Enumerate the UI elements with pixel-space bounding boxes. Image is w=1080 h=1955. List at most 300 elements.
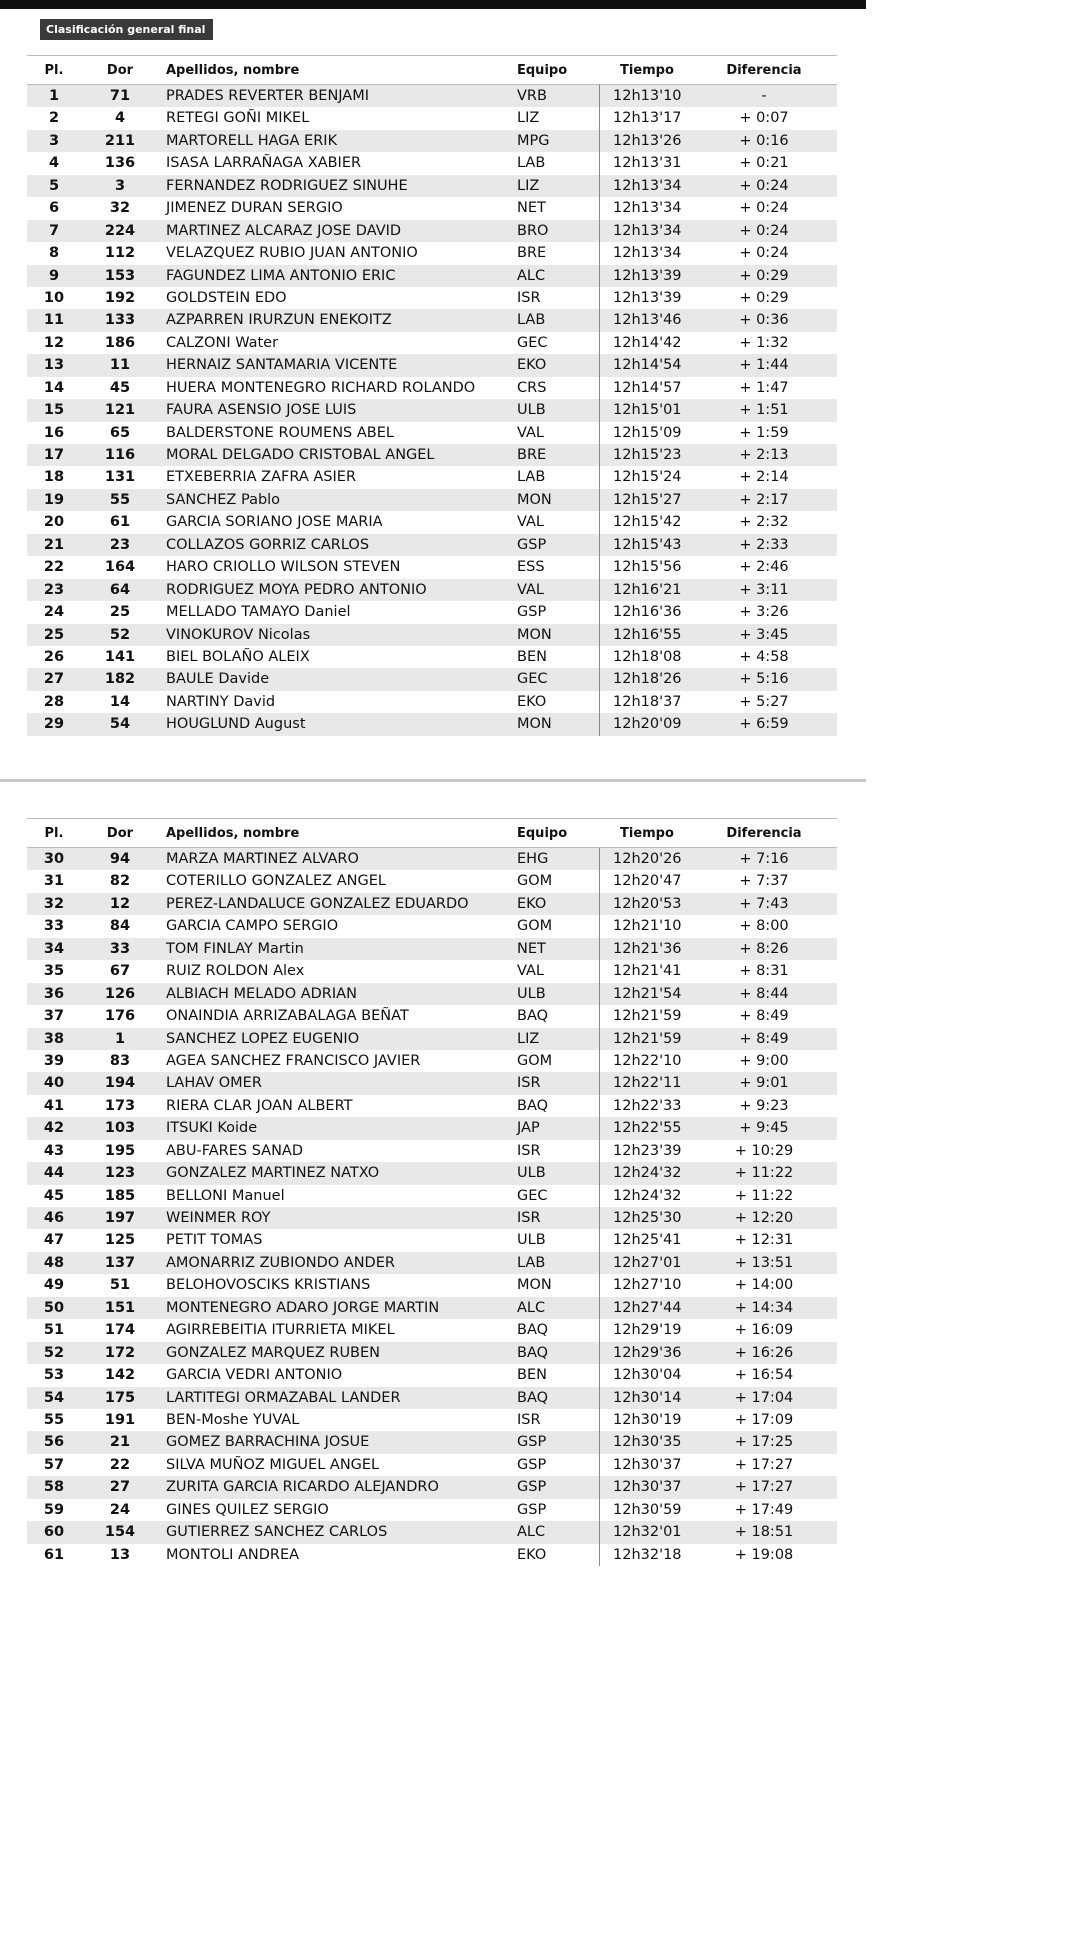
table-row: [27, 354, 837, 376]
cell-name: VINOKUROV Nicolas: [166, 626, 311, 643]
cell-team: VAL: [517, 963, 544, 980]
cell-name: RUIZ ROLDON Alex: [166, 963, 305, 980]
cell-bib: 11: [109, 357, 131, 374]
cell-team: BRO: [517, 222, 549, 239]
cell-position: 28: [43, 693, 65, 710]
cell-name: RIERA CLAR JOAN ALBERT: [166, 1097, 353, 1114]
cell-team: BEN: [517, 1367, 547, 1384]
cell-difference: + 1:51: [739, 402, 789, 419]
cell-team: GSP: [517, 536, 547, 553]
table-row: [27, 713, 837, 735]
table-row: [27, 1454, 837, 1476]
cell-time: 12h14'54: [613, 357, 682, 374]
cell-time: 12h14'42: [613, 334, 682, 351]
cell-bib: 153: [104, 267, 136, 284]
table-row: [27, 624, 837, 646]
cell-position: 36: [43, 985, 65, 1002]
time-column-divider: [599, 1274, 600, 1296]
cell-difference: + 11:22: [734, 1187, 794, 1204]
cell-name: SILVA MUÑOZ MIGUEL ANGEL: [166, 1456, 380, 1473]
cell-time: 12h13'10: [613, 88, 682, 104]
table-row: [27, 377, 837, 399]
cell-name: SANCHEZ Pablo: [166, 491, 281, 508]
cell-position: 48: [43, 1254, 65, 1271]
cell-position: 15: [43, 402, 65, 419]
cell-position: 29: [43, 716, 65, 733]
cell-position: 47: [43, 1232, 65, 1249]
cell-time: 12h15'09: [613, 424, 682, 441]
cell-team: ISR: [517, 1411, 541, 1428]
cell-name: GARCIA CAMPO SERGIO: [166, 918, 339, 935]
cell-team: GEC: [517, 1187, 548, 1204]
cell-difference: + 0:16: [739, 132, 789, 149]
cell-position: 4: [48, 155, 60, 172]
cell-name: BELLONI Manuel: [166, 1187, 285, 1204]
table-row: [27, 130, 837, 152]
time-column-divider: [599, 220, 600, 242]
cell-team: LAB: [517, 312, 546, 329]
cell-position: 32: [43, 895, 65, 912]
cell-difference: + 11:22: [734, 1165, 794, 1182]
cell-team: BEN: [517, 648, 547, 665]
cell-bib: 84: [109, 918, 131, 935]
cell-position: 55: [43, 1411, 65, 1428]
time-column-divider: [599, 1476, 600, 1498]
cell-team: VAL: [517, 581, 544, 598]
cell-bib: 172: [104, 1344, 136, 1361]
time-column-divider: [599, 1431, 600, 1453]
cell-position: 24: [43, 604, 65, 621]
cell-team: ISR: [517, 1142, 541, 1159]
cell-difference: + 0:21: [739, 155, 789, 172]
cell-name: LARTITEGI ORMAZABAL LANDER: [166, 1389, 401, 1406]
table-row: [27, 1028, 837, 1050]
cell-bib: 64: [109, 581, 131, 598]
cell-name: BEN-Moshe YUVAL: [166, 1411, 300, 1428]
cell-difference: + 0:24: [739, 245, 789, 262]
table-row: [27, 1364, 837, 1386]
cell-time: 12h16'55: [613, 626, 682, 643]
cell-time: 12h22'55: [613, 1120, 682, 1137]
col-dor-header: Dor: [106, 63, 134, 78]
time-column-divider: [599, 870, 600, 892]
cell-bib: 116: [104, 447, 136, 463]
cell-name: GOLDSTEIN EDO: [166, 289, 287, 306]
cell-bib: 24: [109, 1501, 131, 1518]
time-column-divider: [599, 1028, 600, 1050]
cell-name: ZURITA GARCIA RICARDO ALEJANDRO: [166, 1479, 439, 1496]
cell-time: 12h13'46: [613, 312, 682, 329]
cell-difference: + 9:00: [739, 1052, 789, 1069]
cell-team: BRE: [517, 245, 547, 262]
cell-name: ONAINDIA ARRIZABALAGA BEÑAT: [166, 1008, 409, 1025]
cell-difference: + 17:27: [734, 1456, 794, 1473]
time-column-divider: [599, 691, 600, 713]
cell-difference: + 3:11: [739, 581, 789, 598]
cell-name: ISASA LARRAÑAGA XABIER: [166, 155, 362, 172]
cell-difference: + 8:26: [739, 940, 789, 957]
col-team-header: Equipo: [517, 63, 568, 78]
col-name-header: Apellidos, nombre: [166, 63, 300, 78]
time-column-divider: [599, 309, 600, 331]
cell-time: 12h13'39: [613, 267, 682, 284]
table-row: [27, 1117, 837, 1139]
time-column-divider: [599, 130, 600, 152]
cell-bib: 23: [109, 536, 131, 553]
cell-time: 12h16'21: [613, 581, 682, 598]
cell-bib: 22: [109, 1456, 131, 1473]
table-row: [27, 1185, 837, 1207]
cell-position: 45: [43, 1187, 65, 1204]
cell-bib: 175: [104, 1389, 136, 1406]
cell-team: GSP: [517, 1456, 547, 1473]
cell-team: EKO: [517, 895, 547, 912]
cell-position: 18: [43, 469, 65, 486]
cell-difference: + 7:16: [739, 851, 789, 867]
cell-bib: 21: [109, 1434, 131, 1451]
cell-name: COLLAZOS GORRIZ CARLOS: [166, 536, 370, 553]
cell-team: GOM: [517, 873, 553, 890]
cell-position: 44: [43, 1165, 65, 1182]
cell-difference: + 2:17: [739, 491, 789, 508]
cell-team: CRS: [517, 379, 547, 396]
section-divider: [0, 779, 866, 782]
table-row: [27, 85, 837, 107]
cell-difference: + 5:16: [739, 671, 789, 688]
cell-bib: 123: [104, 1165, 136, 1182]
table-row: [27, 399, 837, 421]
page-title: Clasificación general final: [40, 19, 213, 40]
cell-team: LAB: [517, 1254, 546, 1271]
time-column-divider: [599, 1387, 600, 1409]
time-column-divider: [599, 1454, 600, 1476]
cell-name: GOMEZ BARRACHINA JOSUE: [166, 1434, 370, 1451]
table-row: [27, 915, 837, 937]
table-row: [27, 107, 837, 129]
cell-bib: 185: [104, 1187, 136, 1204]
cell-difference: + 17:09: [734, 1411, 794, 1428]
cell-position: 3: [48, 132, 60, 149]
cell-position: 33: [43, 918, 65, 935]
cell-time: 12h29'19: [613, 1322, 682, 1339]
cell-time: 12h15'43: [613, 536, 682, 553]
table-row: [27, 1274, 837, 1296]
cell-team: GSP: [517, 1434, 547, 1451]
table-row: [27, 893, 837, 915]
time-column-divider: [599, 377, 600, 399]
cell-team: MON: [517, 1277, 552, 1294]
time-column-divider: [599, 399, 600, 421]
cell-team: LIZ: [517, 110, 540, 127]
cell-difference: + 14:34: [734, 1299, 794, 1316]
cell-bib: 13: [109, 1546, 131, 1563]
cell-position: 19: [43, 491, 65, 508]
table-row: [27, 983, 837, 1005]
cell-name: MARZA MARTINEZ ALVARO: [166, 851, 359, 867]
cell-time: 12h13'34: [613, 222, 682, 239]
time-column-divider: [599, 624, 600, 646]
col-dor-header: Dor: [106, 826, 134, 841]
cell-position: 1: [48, 88, 60, 104]
table-row: [27, 1476, 837, 1498]
cell-difference: + 3:26: [739, 604, 789, 621]
cell-position: 41: [43, 1097, 65, 1114]
table-row: [27, 668, 837, 690]
cell-name: AZPARREN IRURZUN ENEKOITZ: [166, 312, 392, 329]
cell-bib: 65: [109, 424, 131, 441]
cell-team: GSP: [517, 1479, 547, 1496]
cell-name: FAURA ASENSIO JOSE LUIS: [166, 402, 357, 419]
cell-time: 12h15'42: [613, 514, 682, 531]
cell-name: GONZALEZ MARQUEZ RUBEN: [166, 1344, 381, 1361]
cell-name: AMONARRIZ ZUBIONDO ANDER: [166, 1254, 395, 1271]
cell-difference: + 1:47: [739, 379, 789, 396]
cell-name: BELOHOVOSCIKS KRISTIANS: [166, 1277, 371, 1294]
cell-name: WEINMER ROY: [166, 1210, 271, 1226]
cell-time: 12h20'09: [613, 716, 682, 733]
cell-bib: 27: [109, 1479, 131, 1496]
cell-position: 12: [43, 334, 65, 351]
cell-bib: 211: [104, 132, 136, 149]
cell-team: NET: [517, 200, 546, 217]
cell-position: 57: [43, 1456, 65, 1473]
cell-difference: + 19:08: [734, 1546, 794, 1563]
cell-difference: + 16:54: [734, 1367, 794, 1384]
cell-position: 22: [43, 559, 65, 576]
cell-position: 31: [43, 873, 65, 890]
cell-bib: 94: [109, 851, 131, 867]
cell-team: BAQ: [517, 1322, 549, 1339]
col-pos-header: Pl.: [44, 826, 64, 841]
cell-time: 12h15'01: [613, 402, 682, 419]
cell-team: ALC: [517, 1524, 546, 1541]
col-pos-header: Pl.: [44, 63, 64, 78]
cell-bib: 136: [104, 155, 136, 172]
cell-difference: + 12:31: [734, 1232, 794, 1249]
cell-bib: 25: [109, 604, 131, 621]
cell-name: RETEGI GOÑI MIKEL: [166, 110, 310, 127]
cell-bib: 141: [104, 648, 136, 665]
cell-name: LAHAV OMER: [166, 1075, 262, 1092]
time-column-divider: [599, 197, 600, 219]
cell-time: 12h21'10: [613, 918, 682, 935]
time-column-divider: [599, 713, 600, 735]
time-column-divider: [599, 1050, 600, 1072]
cell-team: ULB: [517, 1232, 546, 1249]
time-column-divider: [599, 983, 600, 1005]
time-column-divider: [599, 1140, 600, 1162]
time-column-divider: [599, 579, 600, 601]
table-row: [27, 197, 837, 219]
time-column-divider: [599, 466, 600, 488]
cell-bib: 12: [109, 895, 131, 912]
cell-time: 12h22'33: [613, 1097, 682, 1114]
cell-name: GUTIERREZ SANCHEZ CARLOS: [166, 1524, 388, 1541]
cell-position: 42: [43, 1120, 65, 1137]
cell-time: 12h30'37: [613, 1456, 682, 1473]
cell-position: 11: [43, 312, 65, 329]
cell-bib: 4: [114, 110, 126, 127]
cell-time: 12h20'26: [613, 851, 682, 867]
cell-position: 60: [43, 1524, 65, 1541]
cell-position: 20: [43, 514, 65, 531]
cell-bib: 103: [104, 1120, 136, 1137]
cell-difference: + 17:49: [734, 1501, 794, 1518]
table-row: [27, 152, 837, 174]
time-column-divider: [599, 107, 600, 129]
cell-bib: 197: [104, 1210, 136, 1226]
time-column-divider: [599, 444, 600, 466]
col-time-header: Tiempo: [620, 63, 674, 78]
cell-difference: + 8:31: [739, 963, 789, 980]
cell-difference: + 2:46: [739, 559, 789, 576]
table-row: [27, 489, 837, 511]
time-column-divider: [599, 1544, 600, 1566]
cell-name: GINES QUILEZ SERGIO: [166, 1501, 329, 1518]
cell-bib: 45: [109, 379, 131, 396]
cell-position: 59: [43, 1501, 65, 1518]
time-column-divider: [599, 534, 600, 556]
cell-time: 12h13'34: [613, 245, 682, 262]
cell-time: 12h27'44: [613, 1299, 682, 1316]
cell-difference: + 13:51: [734, 1254, 794, 1271]
table-body: [27, 848, 837, 1566]
table-row: [27, 1431, 837, 1453]
time-column-divider: [599, 1319, 600, 1341]
table-row: [27, 265, 837, 287]
cell-name: ETXEBERRIA ZAFRA ASIER: [166, 469, 357, 486]
cell-difference: + 9:01: [739, 1075, 789, 1092]
cell-team: GSP: [517, 1501, 547, 1518]
cell-position: 58: [43, 1479, 65, 1496]
cell-difference: + 1:44: [739, 357, 789, 374]
cell-position: 26: [43, 648, 65, 665]
cell-time: 12h24'32: [613, 1165, 682, 1182]
time-column-divider: [599, 489, 600, 511]
cell-name: BALDERSTONE ROUMENS ABEL: [166, 424, 394, 441]
cell-name: COTERILLO GONZALEZ ANGEL: [166, 873, 386, 890]
col-time-header: Tiempo: [620, 826, 674, 841]
cell-name: HOUGLUND August: [166, 716, 306, 733]
time-column-divider: [599, 1364, 600, 1386]
time-column-divider: [599, 1252, 600, 1274]
time-column-divider: [599, 1342, 600, 1364]
table-row: [27, 1319, 837, 1341]
cell-bib: 194: [104, 1075, 136, 1092]
cell-position: 37: [43, 1008, 65, 1025]
cell-difference: + 8:44: [739, 985, 789, 1002]
cell-name: HUERA MONTENEGRO RICHARD ROLANDO: [166, 379, 476, 396]
cell-position: 50: [43, 1299, 65, 1316]
cell-name: MONTOLI ANDREA: [166, 1546, 300, 1563]
time-column-divider: [599, 1095, 600, 1117]
time-column-divider: [599, 287, 600, 309]
cell-position: 23: [43, 581, 65, 598]
time-column-divider: [599, 1521, 600, 1543]
cell-team: JAP: [517, 1120, 540, 1137]
table-body: [27, 85, 837, 736]
cell-bib: 137: [104, 1254, 136, 1271]
cell-difference: + 9:45: [739, 1120, 789, 1137]
cell-position: 56: [43, 1434, 65, 1451]
cell-name: AGIRREBEITIA ITURRIETA MIKEL: [166, 1322, 395, 1339]
cell-position: 21: [43, 536, 65, 553]
cell-difference: + 16:09: [734, 1322, 794, 1339]
cell-difference: + 8:49: [739, 1030, 789, 1047]
cell-position: 7: [48, 222, 60, 239]
table-header: [27, 55, 837, 85]
cell-team: GOM: [517, 1052, 553, 1069]
col-name-header: Apellidos, nombre: [166, 826, 300, 841]
cell-name: BAULE Davide: [166, 671, 270, 688]
cell-time: 12h16'36: [613, 604, 682, 621]
cell-name: ABU-FARES SANAD: [166, 1142, 304, 1159]
cell-time: 12h15'23: [613, 447, 682, 463]
cell-team: ISR: [517, 1210, 541, 1226]
table-row: [27, 1095, 837, 1117]
cell-position: 8: [48, 245, 60, 262]
cell-team: GEC: [517, 334, 548, 351]
cell-time: 12h18'26: [613, 671, 682, 688]
cell-bib: 121: [104, 402, 136, 419]
time-column-divider: [599, 354, 600, 376]
cell-difference: + 16:26: [734, 1344, 794, 1361]
table-row: [27, 1544, 837, 1566]
cell-difference: + 3:45: [739, 626, 789, 643]
table-row: [27, 287, 837, 309]
cell-position: 40: [43, 1075, 65, 1092]
cell-team: ALC: [517, 1299, 546, 1316]
cell-difference: -: [761, 88, 767, 104]
cell-bib: 176: [104, 1008, 136, 1025]
col-diff-header: Diferencia: [726, 63, 802, 78]
cell-team: BAQ: [517, 1389, 549, 1406]
cell-team: VRB: [517, 88, 547, 104]
cell-difference: + 17:04: [734, 1389, 794, 1406]
cell-position: 9: [48, 267, 60, 284]
cell-time: 12h24'32: [613, 1187, 682, 1204]
table-row: [27, 1050, 837, 1072]
cell-name: PRADES REVERTER BENJAMI: [166, 88, 370, 104]
cell-position: 39: [43, 1052, 65, 1069]
cell-time: 12h29'36: [613, 1344, 682, 1361]
cell-position: 14: [43, 379, 65, 396]
time-column-divider: [599, 1297, 600, 1319]
cell-difference: + 2:33: [739, 536, 789, 553]
cell-name: CALZONI Water: [166, 334, 279, 351]
cell-time: 12h21'36: [613, 940, 682, 957]
cell-time: 12h30'04: [613, 1367, 682, 1384]
cell-time: 12h15'56: [613, 559, 682, 576]
cell-difference: + 0:29: [739, 267, 789, 284]
cell-time: 12h13'34: [613, 200, 682, 217]
cell-position: 30: [43, 851, 65, 867]
cell-team: VAL: [517, 424, 544, 441]
cell-time: 12h27'10: [613, 1277, 682, 1294]
cell-team: ULB: [517, 985, 546, 1002]
cell-difference: + 2:32: [739, 514, 789, 531]
table-row: [27, 1252, 837, 1274]
cell-position: 51: [43, 1322, 65, 1339]
cell-time: 12h23'39: [613, 1142, 682, 1159]
cell-time: 12h32'18: [613, 1546, 682, 1563]
table-row: [27, 870, 837, 892]
results-table-2: [27, 818, 837, 1566]
cell-difference: + 7:37: [739, 873, 789, 890]
table-row: [27, 466, 837, 488]
cell-time: 12h30'35: [613, 1434, 682, 1451]
col-diff-header: Diferencia: [726, 826, 802, 841]
